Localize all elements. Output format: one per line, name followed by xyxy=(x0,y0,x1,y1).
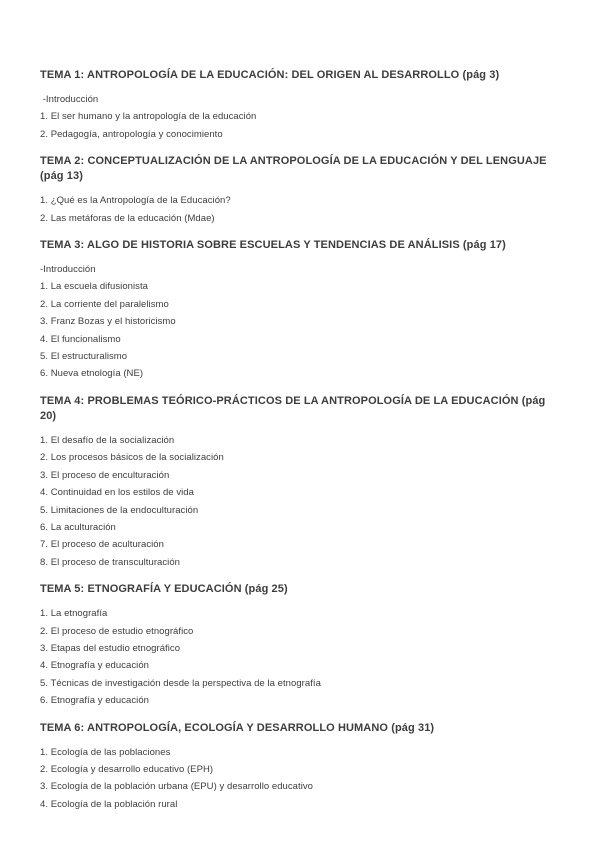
tema-heading xyxy=(40,68,564,83)
toc-item: 2. Ecología y desarrollo educativo (EPH) xyxy=(40,763,214,775)
toc-item: 4. Continuidad en los estilos de vida xyxy=(40,487,194,499)
tema-section xyxy=(40,394,564,571)
toc-item: 2. Pedagogía, antropología y conocimiento xyxy=(40,128,223,140)
tema-heading-title: TEMA 5: ETNOGRAFÍA Y EDUCACIÓN xyxy=(40,583,242,596)
table-of-contents xyxy=(40,68,564,813)
toc-item: 5. El estructuralismo xyxy=(40,351,128,363)
tema-page-ref: (pág 20) xyxy=(40,394,546,422)
tema-heading-title: TEMA 3: ALGO DE HISTORIA SOBRE ESCUELAS Y TENDENCIAS DE ANÁLISIS xyxy=(40,239,460,252)
toc-item: 2. La corriente del paralelismo xyxy=(40,298,169,310)
toc-item: 1. ¿Qué es la Antropología de la Educación? xyxy=(40,195,231,207)
toc-item: 8. El proceso de transculturación xyxy=(40,556,181,568)
toc-item: 7. El proceso de aculturación xyxy=(40,539,164,551)
tema-heading xyxy=(40,238,564,253)
toc-item: 6. Etnografía y educación xyxy=(40,695,149,707)
tema-heading-title: TEMA 4: PROBLEMAS TEÓRICO-PRÁCTICOS DE LA ANTROPOLOGÍA DE LA EDUCACIÓN xyxy=(40,394,519,407)
tema-heading xyxy=(40,394,564,424)
tema-heading-title: TEMA 1: ANTROPOLOGÍA DE LA EDUCACIÓN: DEL ORIGEN AL DESARROLLO xyxy=(40,69,460,81)
tema-heading-title: TEMA 2: CONCEPTUALIZACIÓN DE LA ANTROPOLOGÍA DE LA EDUCACIÓN Y DEL LENGUAJE xyxy=(40,155,547,168)
tema-section xyxy=(40,721,564,814)
toc-item: 1. La etnografía xyxy=(40,608,108,620)
toc-item: 3. Etapas del estudio etnográfico xyxy=(40,642,181,654)
toc-item: 3. Franz Bozas y el historicismo xyxy=(40,316,176,328)
tema-heading xyxy=(40,582,564,597)
tema-section xyxy=(40,154,564,227)
tema-page-ref: (pág 13) xyxy=(40,170,83,183)
tema-section xyxy=(40,68,564,143)
tema-section xyxy=(40,238,564,383)
toc-item: 4. El funcionalismo xyxy=(40,333,121,345)
toc-item: 3. El proceso de enculturación xyxy=(40,469,170,481)
toc-item: 1. El desafío de la socialización xyxy=(40,434,175,446)
toc-item: -Introducción xyxy=(40,94,99,105)
tema-heading xyxy=(40,721,564,736)
tema-page-ref: (pág 31) xyxy=(391,721,435,734)
toc-item: 2. Las metáforas de la educación (Mdae) xyxy=(40,212,215,224)
toc-item: 6. La aculturación xyxy=(40,521,116,533)
tema-page-ref: (pág 3) xyxy=(462,69,500,81)
tema-section xyxy=(40,582,564,709)
toc-item: 4. Ecología de la población rural xyxy=(40,798,178,810)
toc-item: 4. Etnografía y educación xyxy=(40,660,149,672)
tema-page-ref: (pág 17) xyxy=(462,239,506,252)
tema-heading-title: TEMA 6: ANTROPOLOGÍA, ECOLOGÍA Y DESARROLLO HUMANO xyxy=(40,721,389,734)
toc-item: 2. Los procesos básicos de la socialización xyxy=(40,452,224,464)
tema-heading xyxy=(40,154,564,184)
toc-item: -Introducción xyxy=(40,264,96,276)
toc-item: 3. Ecología de la población urbana (EPU) y desarrollo educativo xyxy=(40,781,314,793)
toc-item: 6. Nueva etnología (NE) xyxy=(40,368,144,380)
toc-item: 2. El proceso de estudio etnográfico xyxy=(40,625,194,637)
toc-item: 1. El ser humano y la antropología de la educación xyxy=(40,111,257,123)
tema-page-ref: (pág 25) xyxy=(244,583,288,596)
toc-item: 5. Limitaciones de la endoculturación xyxy=(40,504,199,516)
toc-item: 5. Técnicas de investigación desde la perspectiva de la etnografía xyxy=(40,677,321,689)
toc-item: 1. Ecología de las poblaciones xyxy=(40,746,171,758)
toc-item: 1. La escuela difusionista xyxy=(40,281,148,293)
